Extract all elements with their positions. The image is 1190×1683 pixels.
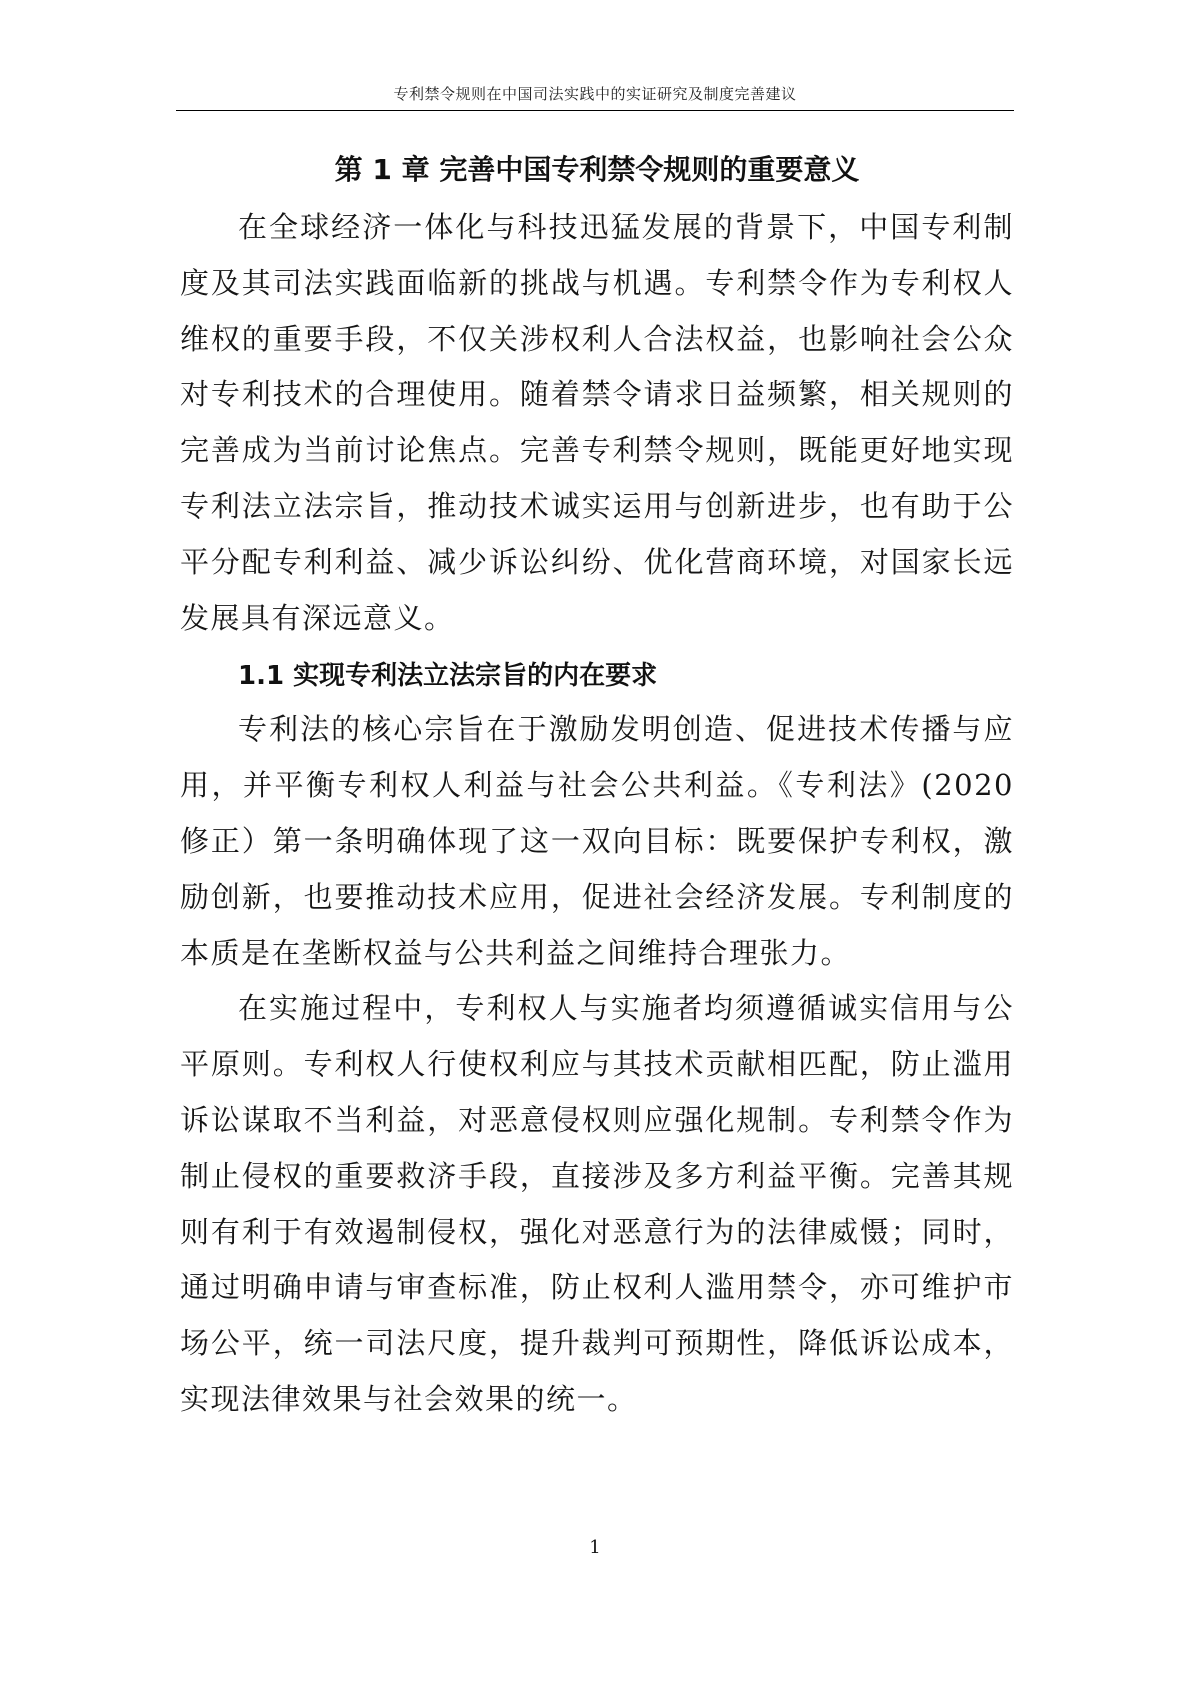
chapter-intro-paragraph: 在全球经济一体化与科技迅猛发展的背景下，中国专利制度及其司法实践面临新的挑战与机遇。专利禁令作为专利权人维权的重要手段，不仅关涉权利人合法权益，也影响社会公众对专利技术的合理使用。随着禁令请求日益频繁，相关规则的完善成为当前讨论焦点。完善专利禁令规则，既能更好地实现专利法立法宗旨，推动技术诚实运用与创新进步，也有助于公平分配专利利益、减少诉讼纠纷、优化营商环境，对国家长远发展具有深远意义。 bbox=[180, 210, 1014, 635]
section-paragraph-1: 专利法的核心宗旨在于激励发明创造、促进技术传播与应用，并平衡专利权人利益与社会公共利益。《专利法》(2020 修正）第一条明确体现了这一双向目标：既要保护专利权，激励创新，也要推动技术应用，促进社会经济发展。专利制度的本质是在垄断权益与公共利益之间维持合理张力。 bbox=[180, 712, 1014, 970]
running-header bbox=[176, 82, 1014, 111]
section-paragraph-2: 在实施过程中，专利权人与实施者均须遵循诚实信用与公平原则。专利权人行使权利应与其技术贡献相匹配，防止滥用诉讼谋取不当利益，对恶意侵权则应强化规制。专利禁令作为制止侵权的重要救济手段，直接涉及多方利益平衡。完善其规则有利于有效遏制侵权，强化对恶意行为的法律威慑；同时，通过明确申请与审查标准，防止权利人滥用禁令，亦可维护市场公平，统一司法尺度，提升裁判可预期性，降低诉讼成本，实现法律效果与社会效果的统一。 bbox=[180, 991, 1014, 1416]
section-title: 1.1 实现专利法立法宗旨的内在要求 bbox=[238, 661, 658, 692]
page-number: 1 bbox=[589, 1537, 601, 1558]
page-body bbox=[180, 148, 1014, 1428]
chapter-title: 第 1 章 完善中国专利禁令规则的重要意义 bbox=[334, 153, 860, 186]
running-header-title: 专利禁令规则在中国司法实践中的实证研究及制度完善建议 bbox=[393, 85, 797, 103]
